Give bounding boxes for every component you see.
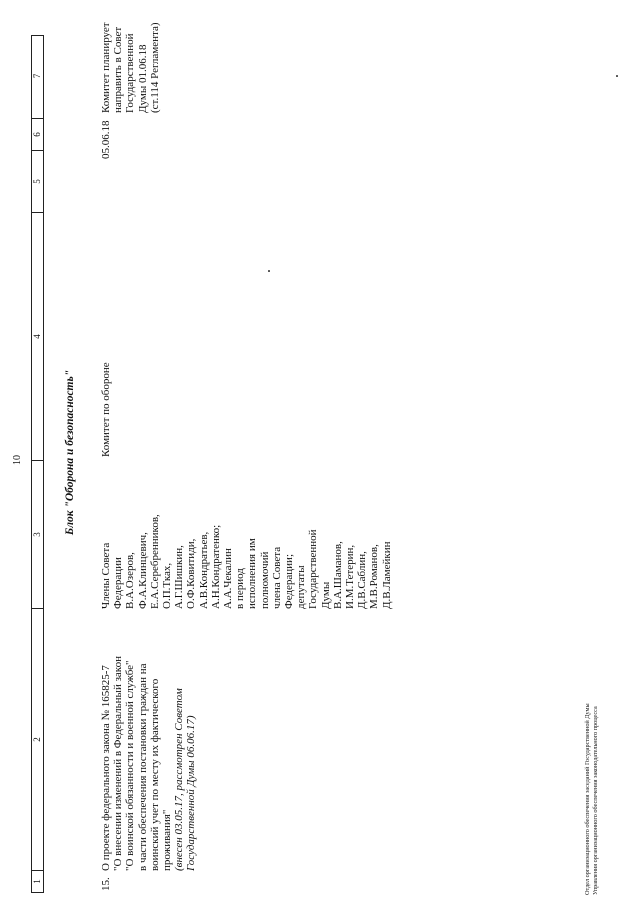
initiator-line: М.В.Романов, [368, 544, 381, 609]
footer-line: Отдел организационного обеспечения заседаний Государственной Думы [584, 703, 591, 895]
initiator-line: О.Ф.Ковитиди, [185, 538, 198, 609]
initiator-line: члена Совета [270, 546, 283, 609]
header-col-7: 7 [32, 73, 42, 79]
initiator-line: депутаты [295, 565, 308, 609]
initiator-line: Д.В.Ламейкин [380, 541, 393, 609]
initiator-line: в период [234, 568, 247, 609]
initiator-line: Государственной [307, 529, 320, 609]
header-col-1: 1 [32, 870, 43, 892]
initiator-line: А.Н.Кондратенко; [209, 524, 222, 609]
initiators [100, 514, 393, 609]
initiator-line: Члены Совета [100, 542, 112, 609]
committee: Комитет по обороне [100, 362, 112, 457]
initiator-line: И.М.Тетерин, [344, 544, 357, 609]
header-col-2: 2 [32, 608, 43, 870]
initiator-line: Ф.А.Клинцевич, [136, 532, 149, 609]
header-col-5: 5 [32, 150, 43, 212]
initiator-line: А.Г.Шишкин, [173, 545, 186, 609]
scan-speck [616, 76, 618, 78]
bill-note-line: Государственной Думы 06.06.17) [185, 715, 198, 871]
bill-title-line: "О внесении изменений в Федеральный закон [112, 656, 125, 871]
bill-title [100, 656, 198, 871]
plan-line: Государственной [124, 33, 137, 113]
footer-line: Управления организационного обеспечения законодательного процесса [592, 706, 599, 895]
plan-line: (ст.114 Регламента) [148, 22, 161, 113]
plan-line: Комитет планирует [100, 22, 112, 113]
initiator-line: полномочий [258, 551, 271, 609]
header-col-3: 3 [32, 460, 43, 608]
initiator-line: В.А.Озеров, [124, 552, 137, 609]
initiator-line: исполнения им [246, 538, 259, 609]
plan-line: Думы 01.06.18 [136, 44, 149, 113]
table-header-row [31, 35, 44, 893]
initiator-line: А.В.Кондратьев, [197, 531, 210, 609]
initiator-line: Думы [319, 581, 332, 609]
initiator-line: В.А.Шаманов, [331, 541, 344, 609]
initiator-line: Д.В.Саблин, [356, 551, 369, 609]
scan-speck [268, 271, 270, 273]
initiator-line: Е.А.Серебренников, [148, 514, 161, 609]
initiator-line: О.П.Тках, [161, 562, 174, 609]
row-number: 15. [100, 877, 112, 891]
bill-title-line: "О воинской обязанности и военной службе" [124, 660, 137, 871]
footer [584, 703, 600, 895]
initiator-line: Федерации [112, 557, 125, 609]
bill-note-line: (внесен 03.05.17, рассмотрен Советом [173, 688, 186, 871]
bill-title-line: О проекте федерального закона № 165825-7 [100, 665, 112, 871]
plan-line: направить в Совет [112, 26, 125, 113]
page-number: 10 [12, 455, 23, 465]
header-col-6: 6 [32, 118, 43, 150]
bill-title-line: воинский учет по месту их фактического [148, 678, 161, 871]
initiator-line: А.А.Чекалин [222, 548, 235, 609]
consideration-date: 05.06.18 [100, 120, 112, 159]
bill-title-line: в части обеспечения постановки граждан на [136, 663, 149, 871]
block-title: Блок "Оборона и безопасность" [64, 369, 76, 536]
initiator-line: Федерации; [283, 553, 296, 609]
plan-note [100, 22, 161, 113]
bill-title-line: проживания" [161, 809, 174, 871]
header-col-4: 4 [32, 212, 43, 460]
